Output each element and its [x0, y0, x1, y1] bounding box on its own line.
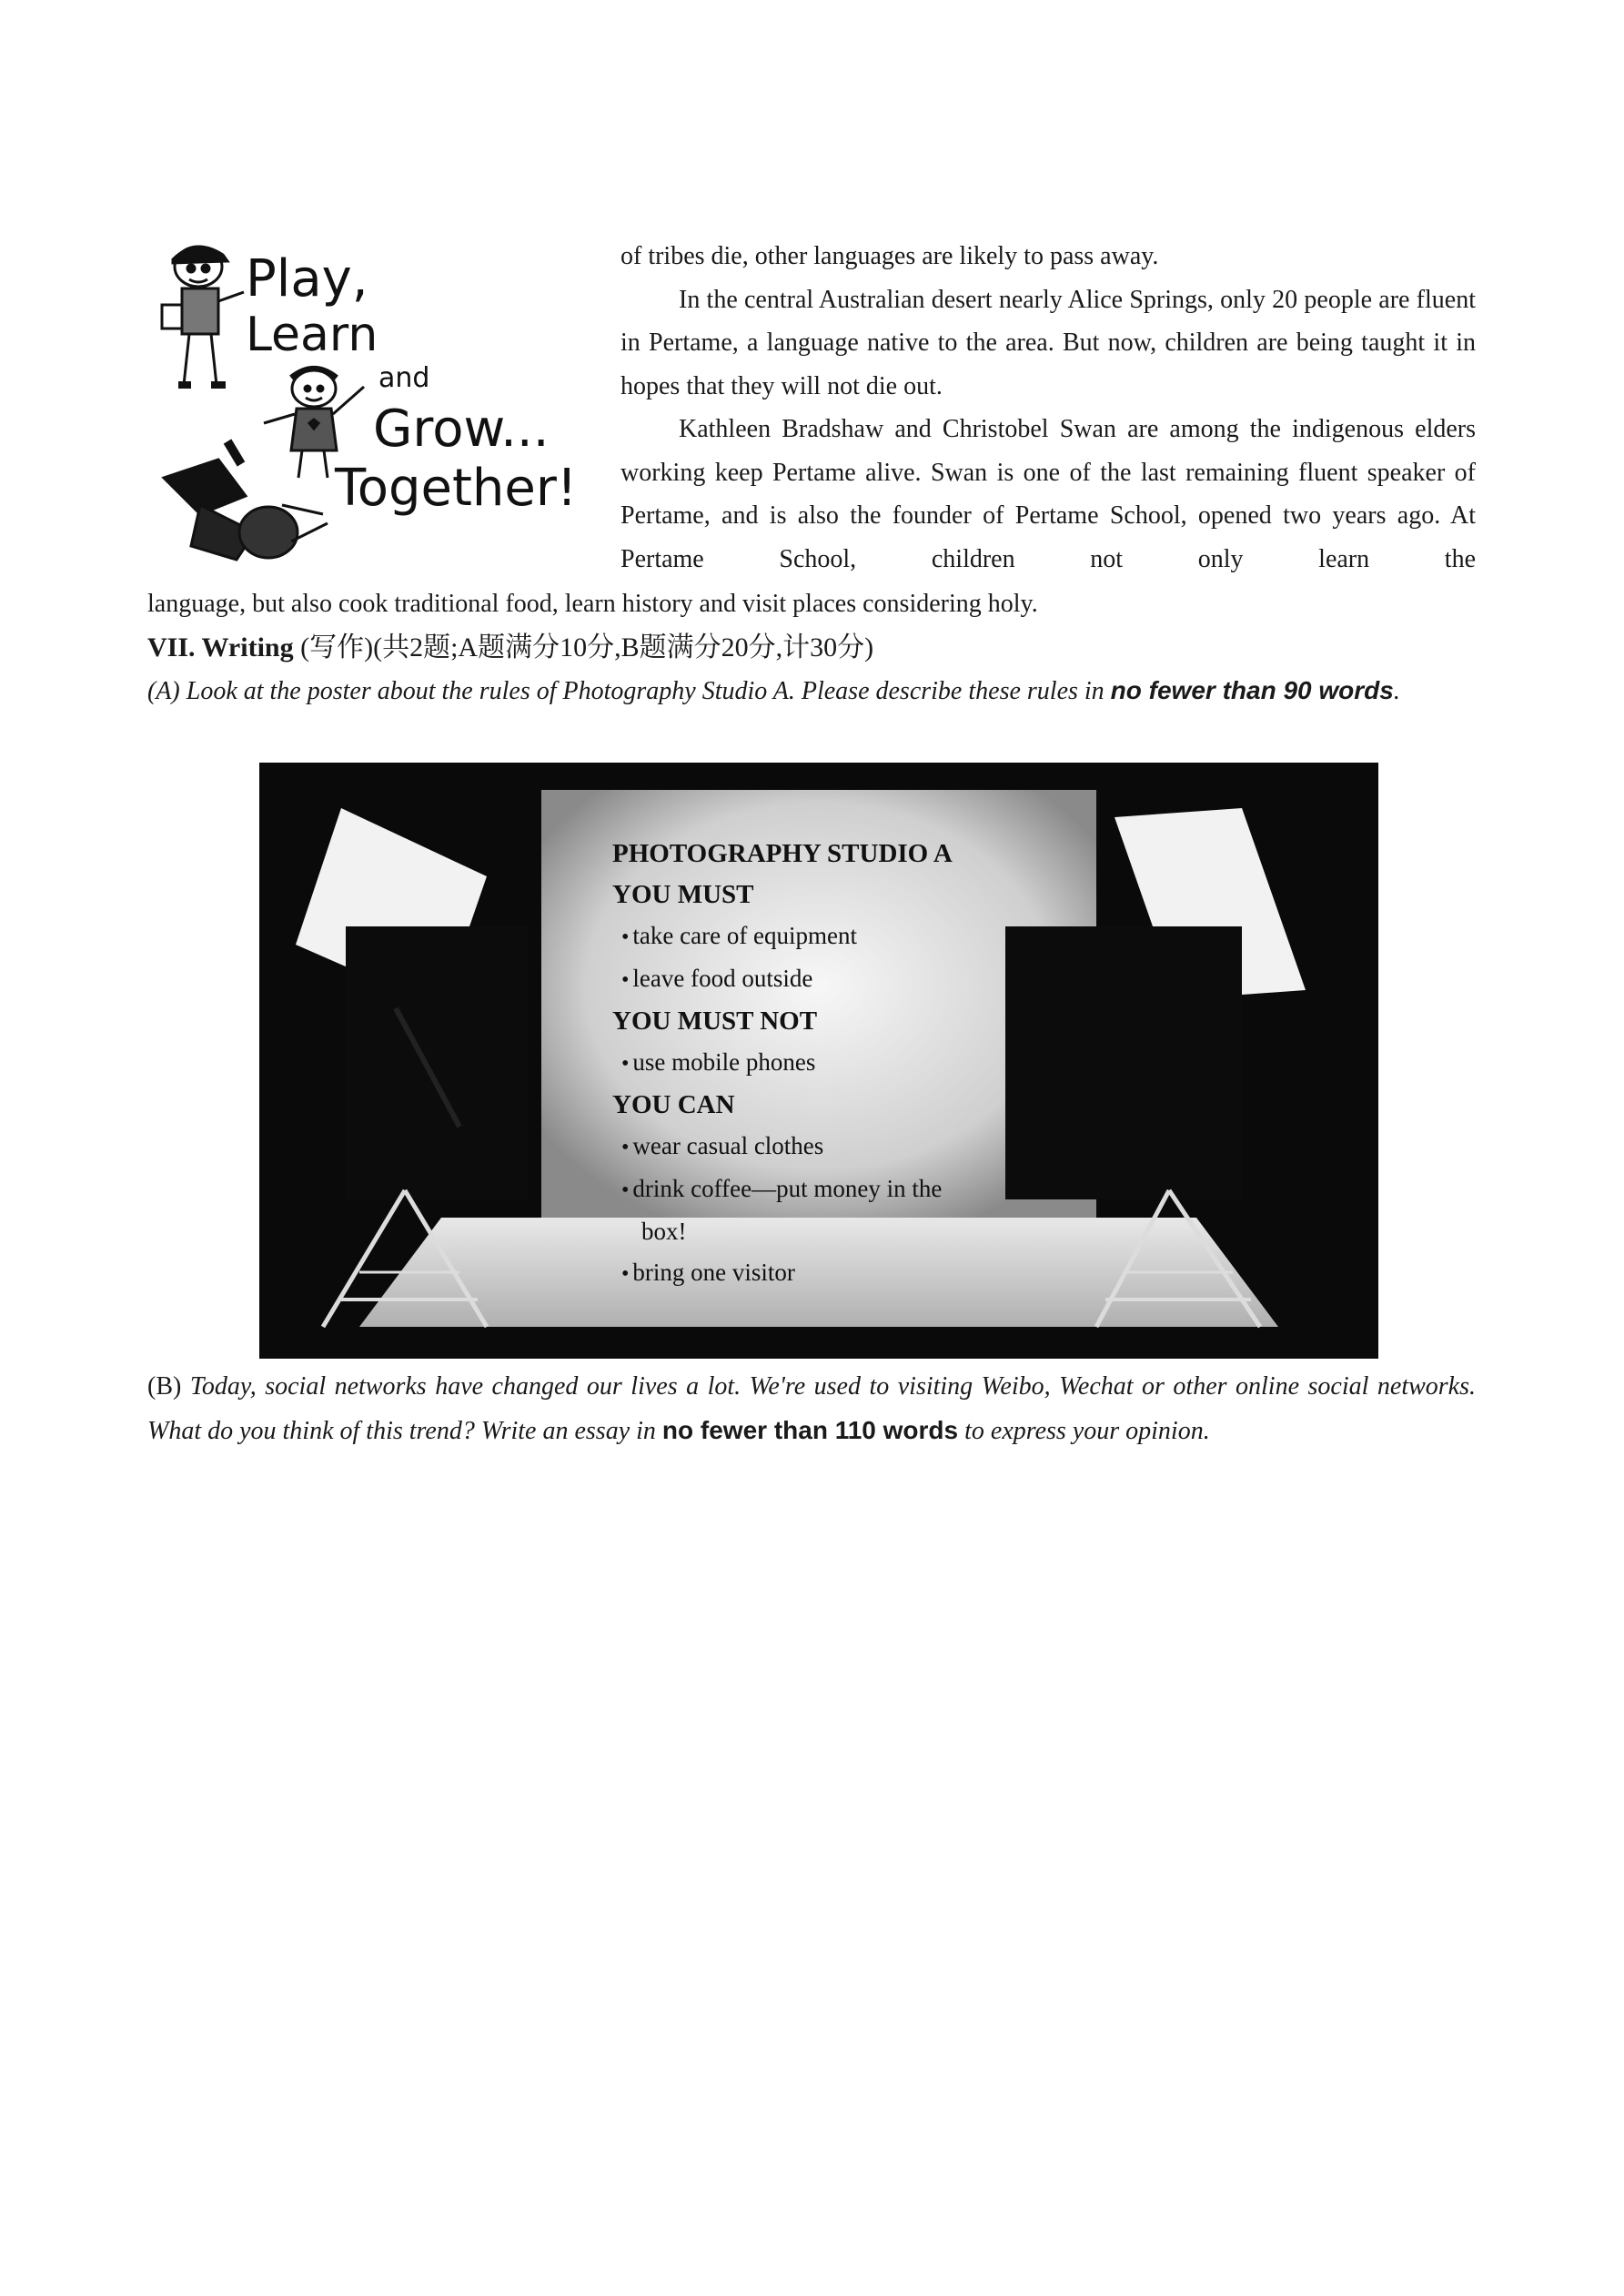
task-a-word-limit: no fewer than 90 words: [1110, 676, 1394, 704]
bullet-icon: •: [621, 968, 630, 992]
can-item-continued: box!: [641, 1218, 687, 1245]
bullet-icon: •: [621, 1262, 630, 1286]
task-b-text: Today, social networks have changed our lives a lot. We're used to visiting Weibo, Wechat or other online social networks. What do you think of this trend? Write an essay in: [147, 1372, 1476, 1445]
can-item: [612, 1168, 994, 1211]
can-heading: YOU CAN: [612, 1090, 735, 1119]
poster-rules: [612, 834, 994, 1295]
logo-text-and: and: [378, 362, 430, 394]
section-label: VII. Writing: [147, 632, 294, 663]
can-item: [612, 1252, 994, 1295]
bullet-icon: •: [621, 1178, 630, 1202]
task-b-label: (B): [147, 1372, 182, 1401]
can-item-text: bring one visitor: [632, 1259, 795, 1286]
task-b-prompt: [147, 1365, 1476, 1453]
task-b-text-end: to express your opinion.: [958, 1417, 1210, 1445]
logo-text-play: Play,: [246, 249, 368, 308]
boy-figure: [162, 247, 244, 385]
task-a-text-end: .: [1393, 677, 1400, 705]
play-learn-grow-logo: [146, 232, 610, 578]
passage-p3: Kathleen Bradshaw and Christobel Swan are among the indigenous elders working keep Pertame alive. Swan is one of the last remaining fluent speaker of Pertame, and is also the founder of Pertame School, opened two years ago. At Pertame School, children not only learn the: [620, 415, 1476, 573]
passage-p1: of tribes die, other languages are likely to pass away.: [620, 242, 1159, 270]
must-heading: YOU MUST: [612, 880, 754, 909]
bullet-icon: •: [621, 925, 630, 949]
can-item-text: wear casual clothes: [632, 1132, 824, 1159]
must-not-item: [612, 1042, 994, 1085]
can-item: [612, 1126, 994, 1168]
must-item-text: take care of equipment: [632, 922, 858, 949]
logo-text-grow: Grow...: [373, 400, 550, 459]
logo-text-together: Together!: [335, 459, 578, 518]
must-item: [612, 958, 994, 1001]
task-a-text: (A) Look at the poster about the rules of Photography Studio A. Please describe these rules in: [147, 677, 1111, 705]
task-b-word-limit: no fewer than 110 words: [661, 1416, 959, 1444]
section-scoring: (写作)(共2题;A题满分10分,B题满分20分,计30分): [300, 632, 874, 663]
must-item-text: leave food outside: [632, 965, 813, 992]
poster-title: PHOTOGRAPHY STUDIO A: [612, 839, 953, 868]
logo-text-learn: Learn: [246, 308, 378, 362]
studio-poster: [259, 763, 1378, 1359]
section-heading: [147, 626, 1476, 669]
must-not-item-text: use mobile phones: [632, 1048, 816, 1076]
task-a-prompt: [147, 670, 1476, 713]
must-not-heading: YOU MUST NOT: [612, 1006, 818, 1036]
passage-right-column: [620, 235, 1476, 581]
bullet-icon: •: [621, 1136, 630, 1159]
passage-p3-continued: language, but also cook traditional food, learn history and visit places considering holy.: [147, 590, 1038, 618]
passage-p2: In the central Australian desert nearly Alice Springs, only 20 people are fluent in Pertame, a language native to the area. But now, children are being taught it in hopes that they will not die out.: [620, 285, 1476, 400]
bullet-icon: •: [621, 1052, 630, 1076]
handstand-figure: [164, 441, 328, 560]
can-item-text: drink coffee—put money in the: [632, 1175, 943, 1202]
must-item: [612, 915, 994, 958]
